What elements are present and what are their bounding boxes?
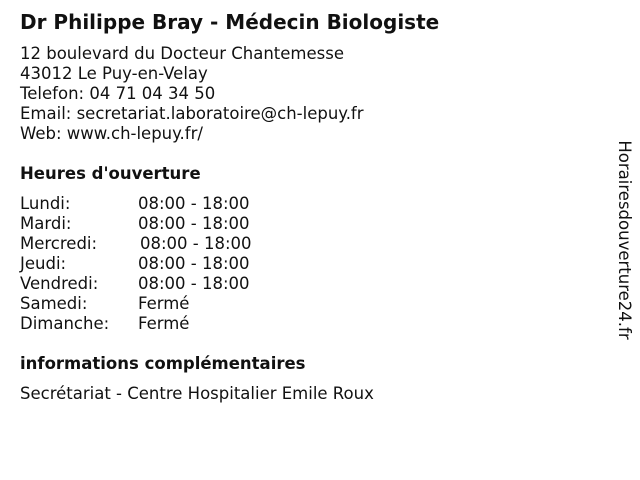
address-city: 43012 Le Puy-en-Velay	[20, 64, 208, 83]
hours-row-friday	[20, 274, 340, 294]
hours-heading: Heures d'ouverture	[20, 164, 201, 183]
hours-time: 08:00 - 18:00	[140, 234, 252, 253]
email-address: Email: secretariat.laboratoire@ch-lepuy.fr	[20, 104, 364, 123]
hours-row-sunday	[20, 314, 340, 334]
side-brand-watermark: Horairesdouverture24.fr	[615, 140, 634, 340]
contact-block	[20, 44, 364, 144]
hours-day: Jeudi:	[20, 254, 67, 273]
hours-time: 08:00 - 18:00	[138, 274, 250, 293]
info-heading: informations complémentaires	[20, 354, 306, 373]
hours-time: Fermé	[138, 314, 190, 333]
hours-time: Fermé	[138, 294, 190, 313]
hours-time: 08:00 - 18:00	[138, 214, 250, 233]
hours-day: Samedi:	[20, 294, 88, 313]
page-title: Dr Philippe Bray - Médecin Biologiste	[20, 10, 440, 34]
hours-row-tuesday	[20, 214, 340, 234]
hours-row-wednesday	[20, 234, 340, 254]
hours-time: 08:00 - 18:00	[138, 254, 250, 273]
website-address: Web: www.ch-lepuy.fr/	[20, 124, 203, 143]
hours-day: Dimanche:	[20, 314, 110, 333]
phone-number: Telefon: 04 71 04 34 50	[20, 84, 216, 103]
opening-hours-list	[20, 194, 340, 334]
hours-row-monday	[20, 194, 340, 214]
hours-day: Vendredi:	[20, 274, 99, 293]
address-street: 12 boulevard du Docteur Chantemesse	[20, 44, 344, 63]
hours-time: 08:00 - 18:00	[138, 194, 250, 213]
hours-day: Mercredi:	[20, 234, 98, 253]
hours-day: Mardi:	[20, 214, 72, 233]
hours-row-thursday	[20, 254, 340, 274]
hours-day: Lundi:	[20, 194, 71, 213]
hours-row-saturday	[20, 294, 340, 314]
info-text: Secrétariat - Centre Hospitalier Emile Roux	[20, 384, 374, 403]
